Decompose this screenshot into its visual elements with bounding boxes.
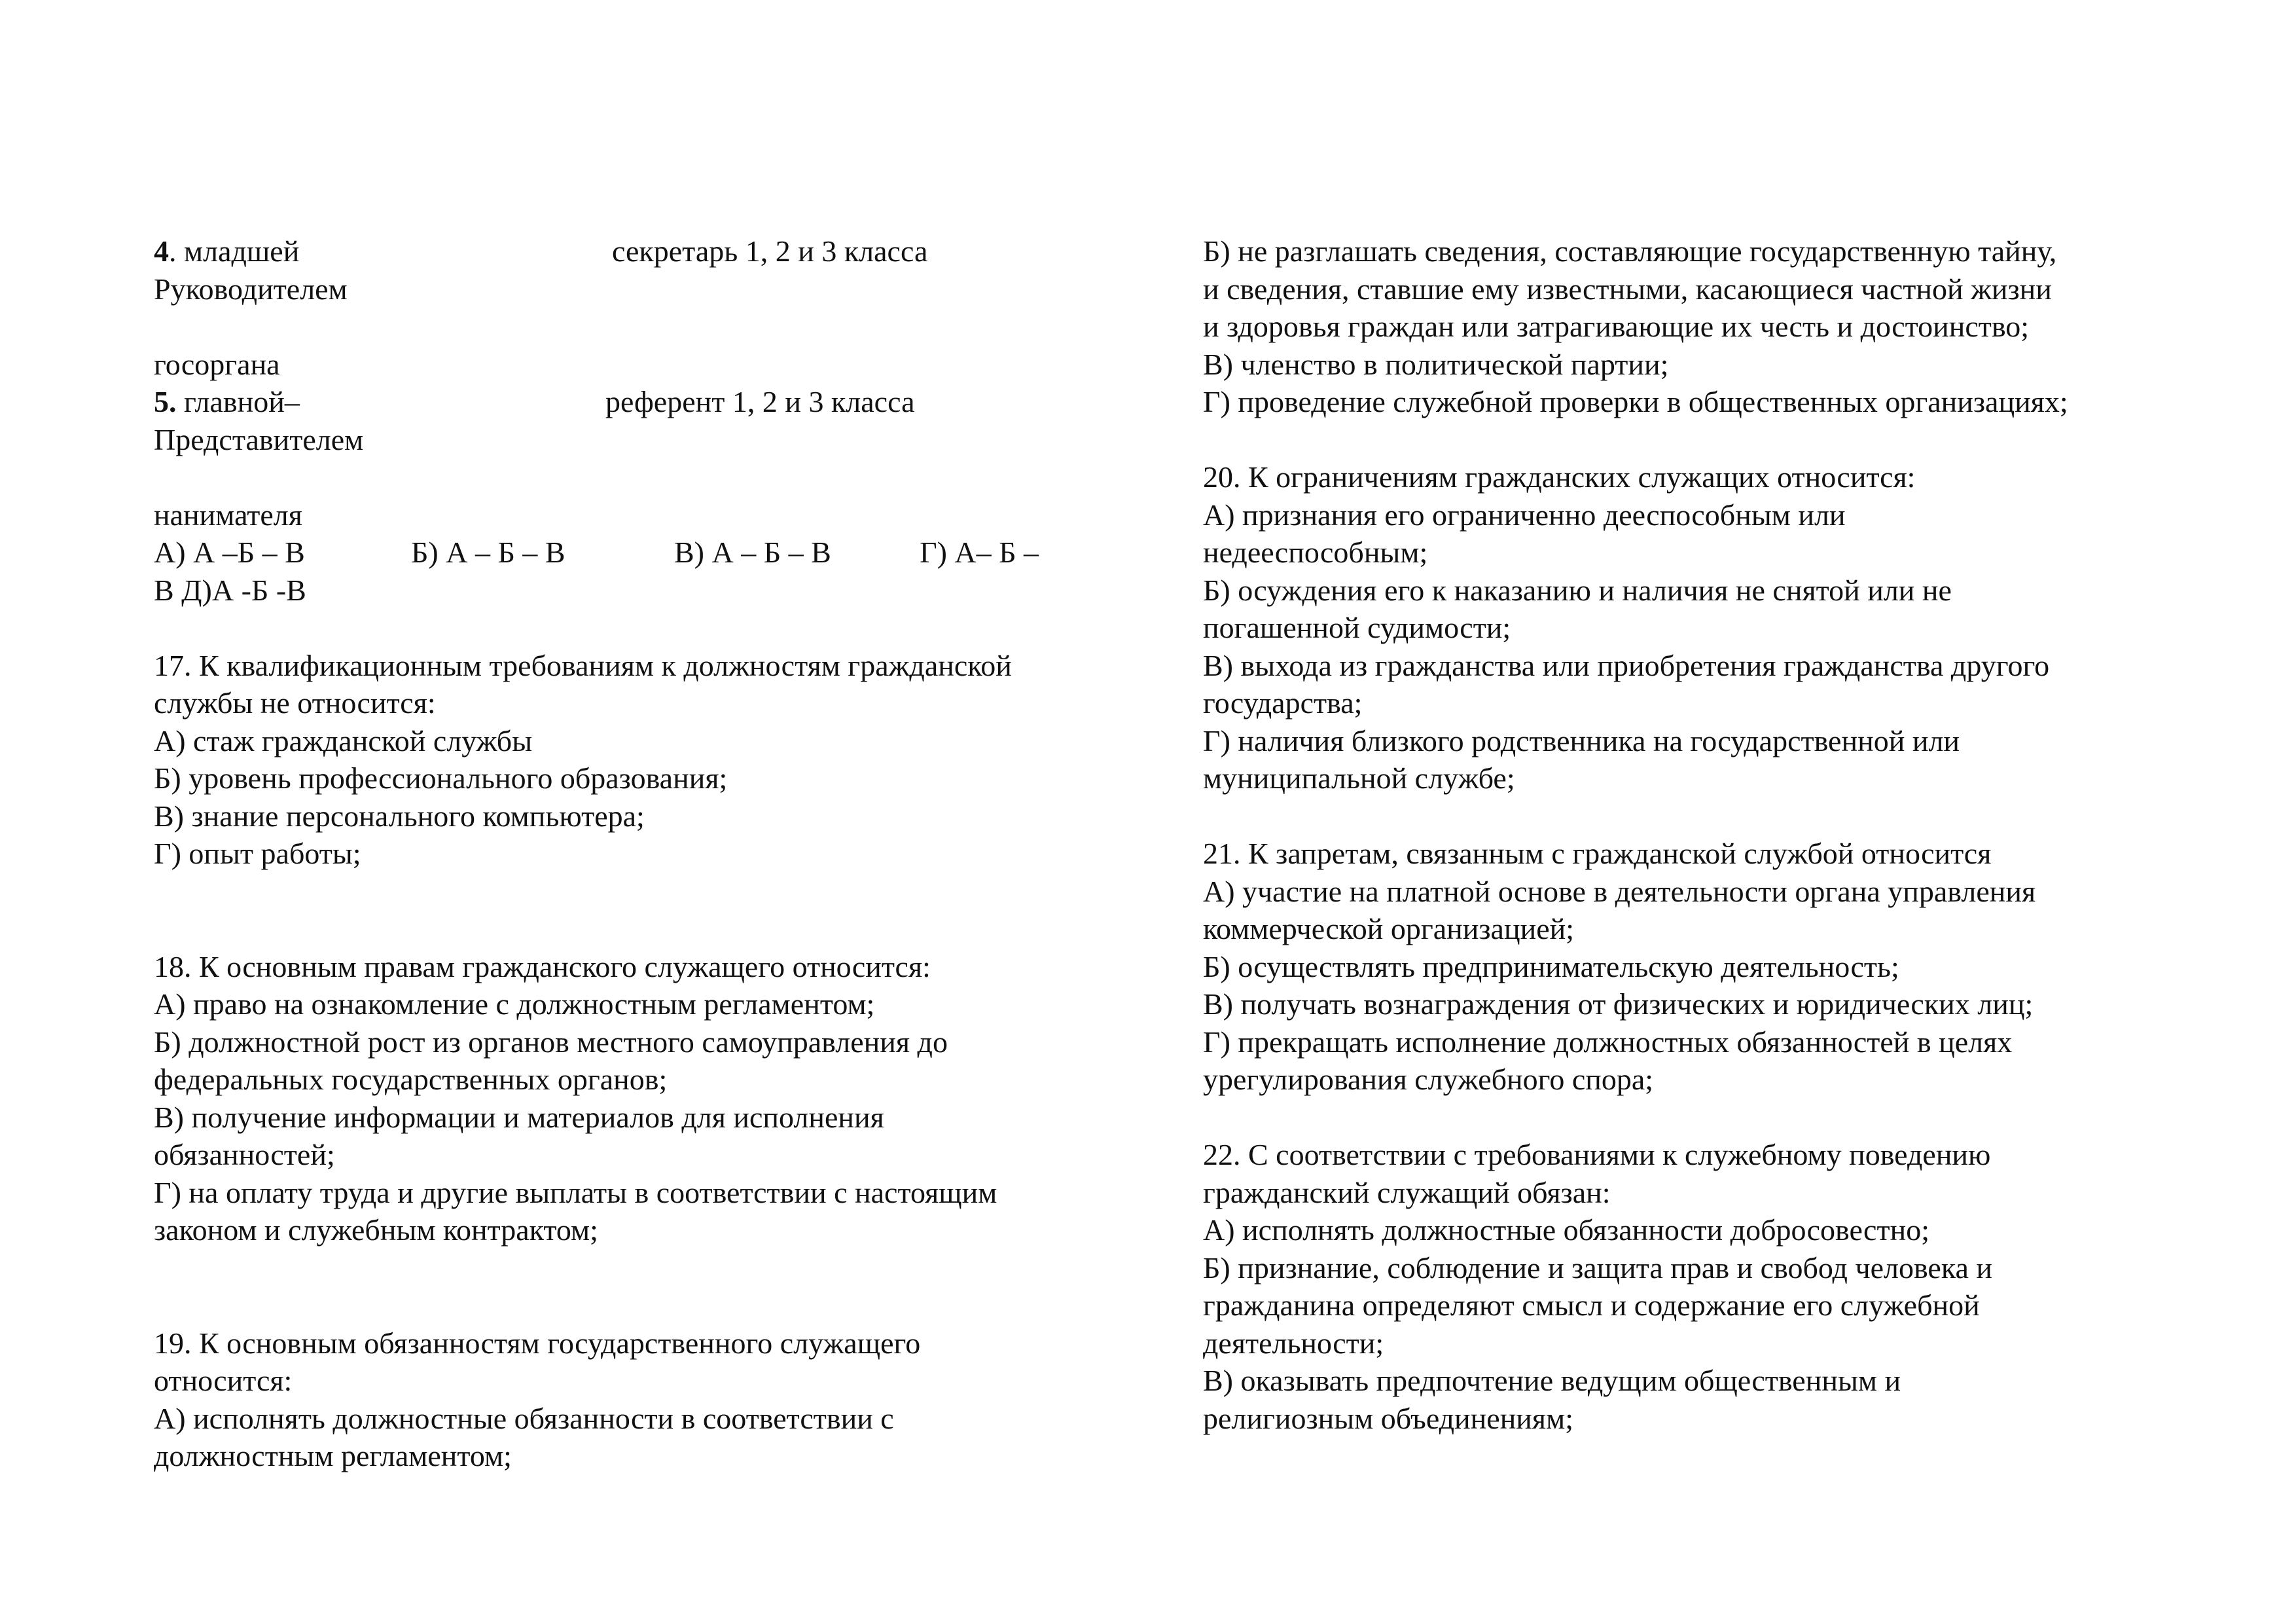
spacer	[154, 458, 1149, 496]
spacer	[1203, 1099, 2224, 1137]
answer-line: В) получение информации и материалов для исполнения	[154, 1100, 884, 1134]
question-22	[1203, 1136, 2224, 1437]
question-20	[1203, 458, 2224, 797]
answer-line: законом и служебным контрактом;	[154, 1213, 598, 1247]
answer-line: коммерческой организацией;	[1203, 912, 1575, 945]
answer-option-b: Б) А – Б – В	[411, 536, 565, 569]
answer-line: Б) осуществлять предпринимательскую деятельность;	[1203, 949, 1899, 983]
answer-line: А) стаж гражданской службы	[154, 723, 533, 757]
left-column	[154, 232, 1149, 1475]
spacer	[154, 873, 1149, 948]
answer-line: В) членство в политической партии;	[1203, 347, 1669, 381]
question-17	[154, 647, 1149, 873]
answer-options-continued: В Д)А -Б -В	[154, 573, 306, 607]
answer-line: В) оказывать предпочтение ведущим общественным и	[1203, 1364, 1901, 1397]
answer-line: Г) на оплату труда и другие выплаты в соответствии с настоящим	[154, 1175, 997, 1209]
answer-line: государства;	[1203, 686, 1363, 720]
block5-employer-1: Представителем	[154, 422, 364, 456]
question-21	[1203, 835, 2224, 1099]
spacer	[154, 1249, 1149, 1324]
answer-line: обязанностей;	[154, 1138, 335, 1171]
question-line: относится:	[154, 1364, 293, 1397]
answer-option-a: А) А –Б – В	[154, 536, 305, 569]
question-19-continued	[1203, 232, 2224, 421]
block5-rank	[154, 383, 300, 421]
block4-position: секретарь 1, 2 и 3 класса	[612, 234, 928, 268]
block4-employer-2: госоргана	[154, 347, 280, 381]
answer-line: муниципальной службе;	[1203, 761, 1515, 795]
block4-employer-1: Руководителем	[154, 272, 348, 306]
block4-number: 4	[154, 234, 169, 268]
answer-line: Г) опыт работы;	[154, 837, 361, 870]
block5-rank-text: главной–	[176, 385, 300, 418]
answer-line: Б) признание, соблюдение и защита прав и свобод человека и	[1203, 1250, 1993, 1285]
answer-line: религиозным объединениям;	[1203, 1401, 1573, 1435]
spacer	[1203, 421, 2224, 459]
answer-line: и сведения, ставшие ему известными, касающиеся частной жизни	[1203, 272, 2052, 306]
answer-line: Г) проведение служебной проверки в общественных организациях;	[1203, 385, 2068, 418]
answer-option-g: Г) А– Б –	[920, 536, 1039, 569]
block4-rank	[154, 232, 299, 270]
answer-line: Г) наличия близкого родственника на государственной или	[1203, 723, 1960, 757]
answer-options-line	[154, 534, 1149, 572]
answer-line: гражданина определяют смысл и содержание его служебной	[1203, 1288, 1980, 1322]
question-line: 18. К основным правам гражданского служащего относится:	[154, 949, 931, 983]
answer-line: и здоровья граждан или затрагивающие их честь и достоинство;	[1203, 310, 2030, 343]
question-line: 20. К ограничениям гражданских служащих относится:	[1203, 460, 1916, 494]
question-line: 21. К запретам, связанным с гражданской службой относится	[1203, 837, 1992, 870]
answer-line: А) исполнять должностные обязанности добросовестно;	[1203, 1213, 1929, 1247]
answer-line: Б) уровень профессионального образования;	[154, 761, 728, 795]
answer-line: урегулирования служебного спора;	[1203, 1063, 1654, 1096]
answer-line: А) право на ознакомление с должностным регламентом;	[154, 987, 875, 1021]
question-line: гражданский служащий обязан:	[1203, 1175, 1611, 1209]
answer-line: В) получать вознаграждения от физических и юридических лиц;	[1203, 987, 2034, 1021]
block5-line	[154, 383, 1149, 421]
answer-line: В) выхода из гражданства или приобретения гражданства другого	[1203, 648, 2050, 682]
block5-number: 5.	[154, 385, 177, 418]
question-line: 22. С соответствии с требованиями к служебному поведению	[1203, 1138, 1991, 1171]
answer-line: А) признания его ограниченно дееспособным или	[1203, 498, 1846, 532]
answer-option-v: В) А – Б – В	[674, 536, 831, 569]
question-line: 17. К квалификационным требованиям к должностям гражданской	[154, 648, 1012, 682]
answer-line: В) знание персонального компьютера;	[154, 799, 645, 833]
answer-line: Б) осуждения его к наказанию и наличия не снятой или не	[1203, 573, 1952, 607]
spacer	[154, 308, 1149, 346]
block5-employer-2: нанимателя	[154, 498, 302, 532]
answer-line: Г) прекращать исполнение должностных обязанностей в целях	[1203, 1025, 2013, 1059]
question-18	[154, 948, 1149, 1249]
answer-line: А) исполнять должностные обязанности в соответствии с	[154, 1401, 894, 1435]
answer-line: Б) не разглашать сведения, составляющие государственную тайну,	[1203, 234, 2057, 268]
block5-position: референт 1, 2 и 3 класса	[605, 385, 915, 418]
answer-line: А) участие на платной основе в деятельности органа управления	[1203, 874, 2036, 908]
block4-line	[154, 232, 1149, 270]
spacer	[1203, 797, 2224, 835]
block4-rank-text: . младшей	[169, 234, 300, 268]
question-19	[154, 1324, 1149, 1475]
spacer	[154, 609, 1149, 647]
answer-line: федеральных государственных органов;	[154, 1063, 668, 1096]
answer-line: погашенной судимости;	[1203, 611, 1511, 644]
question-line: 19. К основным обязанностям государственного служащего	[154, 1326, 921, 1360]
answer-line: должностным регламентом;	[154, 1439, 512, 1472]
answer-line: деятельности;	[1203, 1326, 1384, 1360]
answer-line: недееспособным;	[1203, 536, 1428, 569]
right-column	[1203, 232, 2224, 1437]
question-line: службы не относится:	[154, 686, 436, 720]
answer-line: Б) должностной рост из органов местного самоуправления до	[154, 1025, 948, 1059]
